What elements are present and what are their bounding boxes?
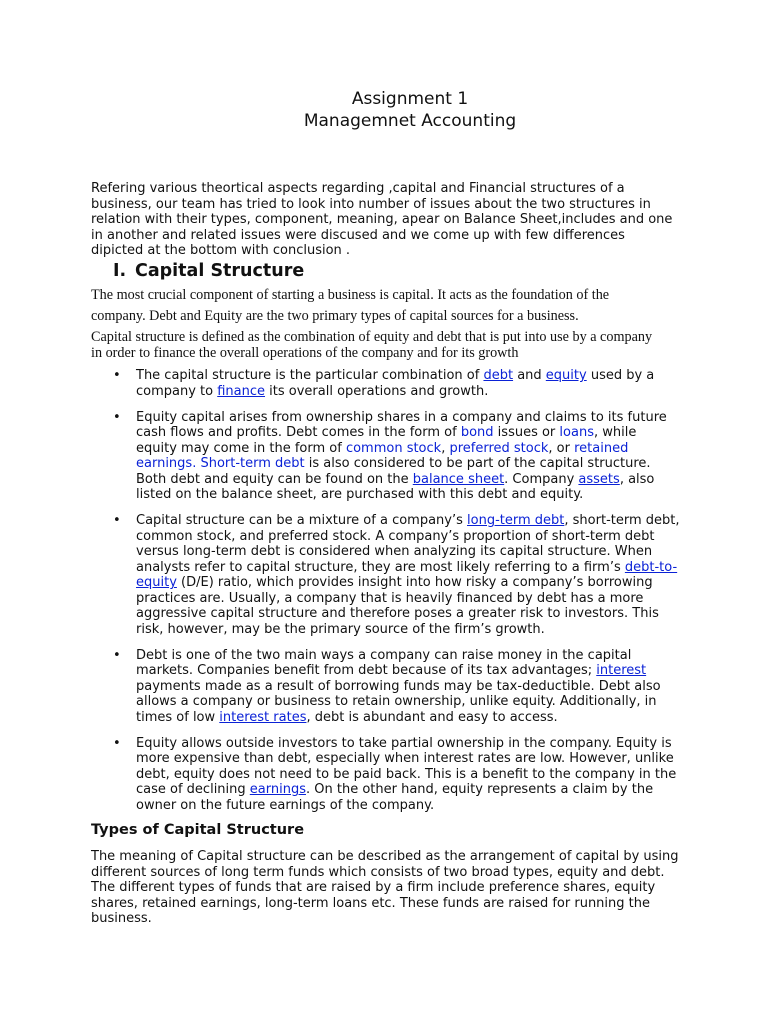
link-interest[interactable]: interest [596,663,647,679]
bullet-text: , debt is abundant and easy to access. [306,709,558,725]
document-title [0,88,768,132]
list-item [91,513,681,637]
link-debt-to-equity[interactable]: debt-to-equity [136,559,678,591]
link-equity[interactable]: equity [545,368,587,383]
list-item [91,410,681,503]
bullet-marker: • [113,513,121,529]
bullet-text: , also listed on the balance sheet, are purchased with this debt and equity. [136,471,655,503]
link-retained-earnings[interactable]: retained earnings [136,440,629,472]
intro-paragraph: Refering various theortical aspects regarding ,capital and Financial structures of a business, our team has tried to look into number of issues about the two structures in relation with their types, component, meaning, apear on Balance Sheet,includes and one in another and related issues were discused and we come up with few differences dipicted at the bottom with conclusion . [91,181,673,259]
bullet-text: Debt is one of the two main ways a company can raise money in the capital markets. Companies benefit from debt because of its tax advantages; [136,647,632,679]
bullet-text: (D/E) ratio, which provides insight into how risky a company’s borrowing practices are. Usually, a company that is heavily financed by debt has a more aggressive capital structure and therefore poses a greater risk to investors. This risk, however, may be the primary source of the firm’s growth. [136,575,659,637]
list-item [91,368,681,399]
title-line-2: Managemnet Accounting [303,111,517,131]
bullet-text: issues or [493,425,560,441]
link-loans[interactable]: loans [559,425,594,441]
link-debt[interactable]: debt [483,368,514,383]
list-item [91,648,681,726]
bullet-text: , while equity may come in the form of [136,425,637,456]
bullet-text: Equity allows outside investors to take partial ownership in the company. Equity is more expensive than debt, especially when interest rates are low. However, unlike debt, equity does not need to be paid back. This is a benefit to the company in the case of declining [136,735,677,798]
link-bond[interactable]: bond [460,425,494,441]
types-paragraph: The meaning of Capital structure can be described as the arrangement of capital by using different sources of long term funds which consists of two broad types, equity and debt. The different types of funds that are raised by a firm include preference shares, equity shares, retained earnings, long-term loans etc. These funds are raised for running the business. [91,849,679,926]
bullet-marker: • [113,735,121,751]
link-interest-rates[interactable]: interest rates [219,709,307,725]
bullet-text: . On the other hand, equity represents a claim by the owner on the future earnings of the company. [136,782,654,813]
bullet-marker: • [113,647,121,663]
bullet-text: Equity capital arises from ownership shares in a company and claims to its future cash flows and profits. Debt comes in the form of [136,409,667,441]
bullet-text: , [441,440,450,456]
bullet-text: , short-term debt, common stock, and preferred stock. A company’s proportion of short-term debt versus long-term debt is considered when analyzing its capital structure. When analysts refer to capital structure, they are most likely referring to a firm’s [136,513,680,575]
title-line-1: Assignment 1 [351,89,469,109]
bullet-text: . Company [504,471,579,487]
capital-definition-paragraph: Capital structure is defined as the combination of equity and debt that is put into use by a company in order to finance the overall operations of the company and for its growth [91,329,653,361]
bullet-text: The capital structure is the particular combination of [136,368,484,383]
bullet-text: its overall operations and growth. [265,383,489,399]
link-earnings[interactable]: earnings [249,782,306,798]
link-assets[interactable]: assets [578,471,620,487]
link-short-term-debt[interactable]: Short-term debt [200,456,305,472]
list-item [91,736,681,814]
section-heading-types: Types of Capital Structure [91,822,305,838]
link-finance[interactable]: finance [217,383,266,399]
bullet-marker: • [113,409,121,425]
bullet-text: . [192,456,201,472]
bullet-text: used by a company to [136,368,655,399]
link-long-term-debt[interactable]: long-term debt [467,513,565,529]
section-heading-capital-structure [113,260,304,282]
link-balance-sheet[interactable]: balance sheet [412,471,505,487]
capital-intro-paragraph: The most crucial component of starting a business is capital. It acts as the foundation of the company. Debt and Equity are the two primary types of capital sources for a business. [91,287,610,324]
link-common-stock[interactable]: common stock [345,440,442,456]
bullet-list [91,368,681,824]
bullet-marker: • [113,368,121,383]
bullet-text: payments made as a result of borrowing funds may be tax-deductible. Debt also allows a company or business to retain ownership, unlike equity. Additionally, in times of low [136,678,661,725]
bullet-text: and [513,368,546,383]
bullet-text: , or [548,440,575,456]
bullet-text: Capital structure can be a mixture of a company’s [136,513,468,529]
bullet-text: is also considered to be part of the capital structure. Both debt and equity can be found on the [136,456,651,487]
section-number: I. [113,261,127,281]
section-title: Capital Structure [135,261,305,281]
link-preferred-stock[interactable]: preferred stock [449,440,549,456]
